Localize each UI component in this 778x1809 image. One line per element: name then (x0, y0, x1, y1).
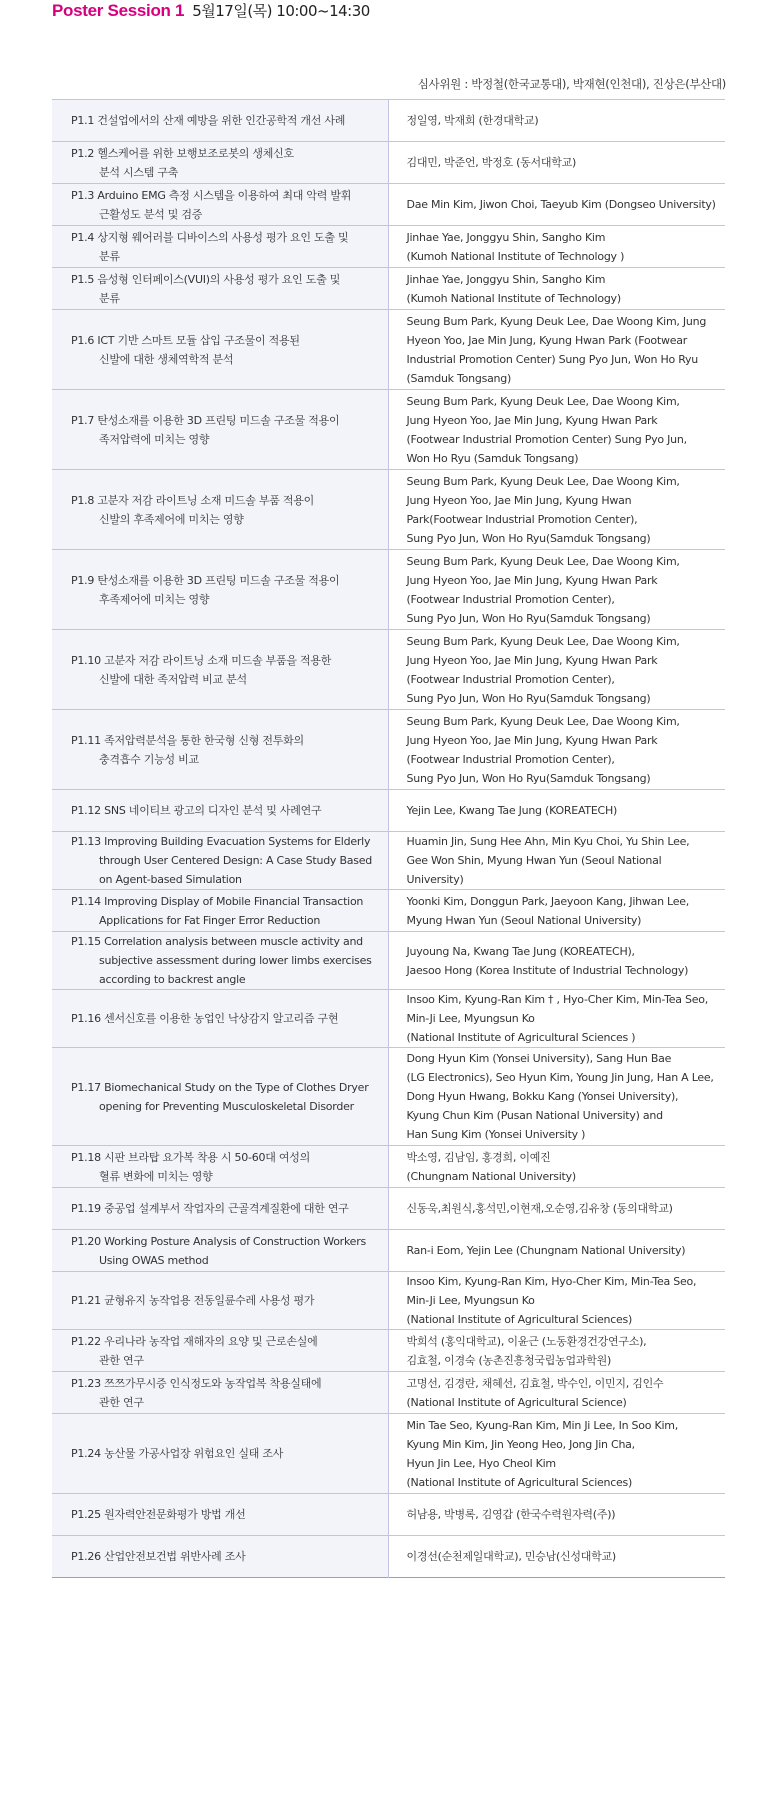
poster-title-cell (52, 226, 388, 268)
poster-title: P1.8 고분자 저감 라이트닝 소재 미드솔 부품 적용이 신발의 후족제어에 미치는 영향 (71, 493, 314, 526)
poster-authors: Min Tae Seo, Kyung-Ran Kim, Min Ji Lee, In Soo Kim, Kyung Min Kim, Jin Yeong Heo, Jong Jin Cha, Hyun Jin Lee, Hyo Cheol Kim (National Institute of Agricultural Sciences) (406, 1418, 678, 1489)
poster-title-cell (52, 1372, 388, 1414)
poster-title: P1.7 탄성소재를 이용한 3D 프린팅 미드솔 구조물 적용이 족저압력에 미치는 영향 (71, 413, 340, 446)
poster-authors: Huamin Jin, Sung Hee Ahn, Min Kyu Choi, Yu Shin Lee, Gee Won Shin, Myung Hwan Yun (Seoul National University) (406, 835, 690, 886)
table-row (52, 550, 725, 630)
poster-title-cell (52, 1048, 388, 1146)
poster-title: P1.21 균형유지 농작업용 전동일륜수레 사용성 평가 (71, 1294, 315, 1307)
poster-title-cell (52, 470, 388, 550)
table-row (52, 832, 725, 890)
poster-title-cell (52, 1188, 388, 1230)
poster-authors: 신동욱,최원식,홍석민,이현재,오순영,김유창 (동의대학교) (406, 1202, 673, 1215)
table-row (52, 1188, 725, 1230)
poster-authors: Jinhae Yae, Jonggyu Shin, Sangho Kim (Kumoh National Institute of Technology) (406, 272, 621, 305)
poster-title-cell (52, 1272, 388, 1330)
poster-title: P1.11 족저압력분석을 통한 한국형 신형 전투화의 충격흡수 기능성 비교 (71, 733, 304, 766)
poster-authors-cell (388, 184, 725, 226)
poster-authors-cell (388, 1146, 725, 1188)
poster-authors-cell (388, 1230, 725, 1272)
poster-title-cell (52, 142, 388, 184)
poster-title: P1.25 원자력안전문화평가 방법 개선 (71, 1508, 246, 1521)
poster-title: P1.12 SNS 네이티브 광고의 디자인 분석 및 사례연구 (71, 804, 322, 817)
poster-authors: Dae Min Kim, Jiwon Choi, Taeyub Kim (Dongseo University) (406, 198, 716, 211)
poster-authors: Jinhae Yae, Jonggyu Shin, Sangho Kim (Kumoh National Institute of Technology ) (406, 230, 625, 263)
poster-title-cell (52, 1330, 388, 1372)
poster-authors: 정일영, 박재희 (한경대학교) (406, 114, 539, 127)
session-header (52, 0, 370, 22)
table-row (52, 268, 725, 310)
table-row (52, 1536, 725, 1578)
poster-authors: Seung Bum Park, Kyung Deuk Lee, Dae Woong Kim, Jung Hyeon Yoo, Jae Min Jung, Kyung Hwan Park (Footwear Industrial Promotion Center), Sung Pyo Jun, Won Ho Ryu(Samduk Tongsang) (406, 634, 680, 705)
poster-authors-cell (388, 832, 725, 890)
poster-title-cell (52, 268, 388, 310)
poster-authors-cell (388, 550, 725, 630)
poster-authors: Yoonki Kim, Donggun Park, Jaeyoon Kang, Jihwan Lee, Myung Hwan Yun (Seoul National University) (406, 894, 690, 927)
poster-authors-cell (388, 1414, 725, 1494)
table-row (52, 1372, 725, 1414)
poster-title-cell (52, 390, 388, 470)
poster-title-cell (52, 550, 388, 630)
poster-title: P1.26 산업안전보건법 위반사례 조사 (71, 1550, 246, 1563)
poster-title-cell (52, 1230, 388, 1272)
table-row (52, 1048, 725, 1146)
poster-title-cell (52, 932, 388, 990)
poster-authors-cell (388, 630, 725, 710)
poster-authors: Seung Bum Park, Kyung Deuk Lee, Dae Woong Kim, Jung Hyeon Yoo, Jae Min Jung, Kyung Hwan Park (Footwear Industrial Promotion Center), Sung Pyo Jun, Won Ho Ryu(Samduk Tongsang) (406, 554, 680, 625)
poster-title: P1.22 우리나라 농작업 재해자의 요양 및 근로손실에 관한 연구 (71, 1334, 318, 1367)
poster-authors-cell (388, 1188, 725, 1230)
table-row (52, 142, 725, 184)
table-row (52, 790, 725, 832)
poster-authors-cell (388, 390, 725, 470)
table-row (52, 932, 725, 990)
poster-title: P1.5 음성형 인터페이스(VUI)의 사용성 평가 요인 도출 및 분류 (71, 272, 341, 305)
table-row (52, 390, 725, 470)
session-label: Poster Session 1 (52, 1, 185, 20)
table-row (52, 1494, 725, 1536)
poster-authors: Seung Bum Park, Kyung Deuk Lee, Dae Woong Kim, Jung Hyeon Yoo, Jae Min Jung, Kyung Hwan Park (Footwear Industrial Promotion Center), Sung Pyo Jun, Won Ho Ryu(Samduk Tongsang) (406, 714, 680, 785)
poster-authors-cell (388, 990, 725, 1048)
poster-title: P1.18 시판 브라탑 요가복 착용 시 50-60대 여성의 혈류 변화에 미치는 영향 (71, 1150, 310, 1183)
table-row (52, 890, 725, 932)
poster-authors: 허남용, 박병록, 김영갑 (한국수력원자력(주)) (406, 1508, 616, 1521)
table-row (52, 310, 725, 390)
poster-title: P1.15 Correlation analysis between muscle activity and subjective assessment during lower limbs exercises according to backrest angle (71, 935, 372, 986)
table-row (52, 1230, 725, 1272)
table-row (52, 710, 725, 790)
poster-authors-cell (388, 470, 725, 550)
poster-authors: 박소영, 김남임, 홍경희, 이예진 (Chungnam National University) (406, 1150, 576, 1183)
table-row (52, 470, 725, 550)
table-row (52, 1330, 725, 1372)
poster-title: P1.14 Improving Display of Mobile Financial Transaction Applications for Fat Finger Error Reduction (71, 894, 364, 927)
poster-authors: 김대민, 박준언, 박정호 (동서대학교) (406, 156, 577, 169)
table-row (52, 226, 725, 268)
poster-authors-cell (388, 1372, 725, 1414)
poster-authors: Seung Bum Park, Kyung Deuk Lee, Dae Woong Kim, Jung Hyeon Yoo, Jae Min Jung, Kyung Hwan Park (Footwear Industrial Promotion Center) Sung Pyo Jun, Won Ho Ryu (Samduk Tongsang) (406, 394, 687, 465)
poster-title: P1.17 Biomechanical Study on the Type of Clothes Dryer opening for Preventing Musculoskeletal Disorder (71, 1080, 369, 1113)
poster-title-cell (52, 100, 388, 142)
reviewers-line: 심사위원 : 박정철(한국교통대), 박재현(인천대), 진상은(부산대) (417, 77, 726, 91)
table-row (52, 100, 725, 142)
poster-authors: Seung Bum Park, Kyung Deuk Lee, Dae Woong Kim, Jung Hyeon Yoo, Jae Min Jung, Kyung Hwan Park (Footwear Industrial Promotion Center) Sung Pyo Jun, Won Ho Ryu (Samduk Tongsang) (406, 314, 707, 385)
poster-authors-cell (388, 1048, 725, 1146)
poster-authors: 고명선, 김경란, 채혜선, 김효철, 박수인, 이민지, 김인수 (National Institute of Agricultural Science) (406, 1376, 664, 1409)
poster-authors: Seung Bum Park, Kyung Deuk Lee, Dae Woong Kim, Jung Hyeon Yoo, Jae Min Jung, Kyung Hwan Park(Footwear Industrial Promotion Center), Sung Pyo Jun, Won Ho Ryu(Samduk Tongsang) (406, 474, 680, 545)
table-row (52, 184, 725, 226)
poster-title-cell (52, 790, 388, 832)
poster-title-cell (52, 990, 388, 1048)
poster-title: P1.1 건설업에서의 산재 예방을 위한 인간공학적 개선 사례 (71, 114, 346, 127)
poster-authors: Insoo Kim, Kyung-Ran Kim, Hyo-Cher Kim, Min-Tea Seo, Min-Ji Lee, Myungsun Ko (National Institute of Agricultural Sciences) (406, 1275, 697, 1326)
poster-authors: Dong Hyun Kim (Yonsei University), Sang Hun Bae (LG Electronics), Seo Hyun Kim, Young Jin Jung, Han A Lee, Dong Hyun Hwang, Bokku Kang (Yonsei University), Kyung Chun Kim (Pusan National University) and Han Sung Kim (Yonsei University ) (406, 1052, 714, 1141)
poster-authors-cell (388, 1494, 725, 1536)
poster-title: P1.23 쯔쯔가무시증 인식정도와 농작업복 착용실태에 관한 연구 (71, 1376, 322, 1409)
poster-title-cell (52, 1494, 388, 1536)
poster-title-cell (52, 1414, 388, 1494)
poster-authors: Juyoung Na, Kwang Tae Jung (KOREATECH), Jaesoo Hong (Korea Institute of Industrial Technology) (406, 944, 689, 977)
poster-authors: Yejin Lee, Kwang Tae Jung (KOREATECH) (406, 804, 618, 817)
poster-title-cell (52, 630, 388, 710)
poster-authors-cell (388, 226, 725, 268)
poster-title-cell (52, 310, 388, 390)
poster-title: P1.3 Arduino EMG 측정 시스템을 이용하여 최대 악력 발휘 근활성도 분석 및 검증 (71, 188, 352, 221)
poster-session-table (52, 99, 725, 1578)
poster-title: P1.9 탄성소재를 이용한 3D 프린팅 미드솔 구조물 적용이 후족제어에 미치는 영향 (71, 573, 340, 606)
table-row (52, 630, 725, 710)
poster-title: P1.13 Improving Building Evacuation Systems for Elderly through User Centered Design: A Case Study Based on Agent-based Simulation (71, 835, 372, 886)
poster-authors-cell (388, 790, 725, 832)
table-row (52, 990, 725, 1048)
poster-authors-cell (388, 142, 725, 184)
poster-title-cell (52, 832, 388, 890)
poster-authors: Insoo Kim, Kyung-Ran Kim † , Hyo-Cher Kim, Min-Tea Seo, Min-Ji Lee, Myungsun Ko (National Institute of Agricultural Sciences ) (406, 993, 708, 1044)
poster-title-cell (52, 184, 388, 226)
poster-authors-cell (388, 1536, 725, 1578)
poster-authors-cell (388, 1272, 725, 1330)
poster-authors-cell (388, 890, 725, 932)
poster-title: P1.4 상지형 웨어러블 디바이스의 사용성 평가 요인 도출 및 분류 (71, 230, 349, 263)
poster-title: P1.16 센서신호를 이용한 농업인 낙상감지 알고리즘 구현 (71, 1012, 339, 1025)
table-row (52, 1146, 725, 1188)
poster-title: P1.24 농산물 가공사업장 위험요인 실태 조사 (71, 1447, 284, 1460)
poster-title-cell (52, 710, 388, 790)
poster-authors-cell (388, 1330, 725, 1372)
poster-title: P1.2 헬스케어를 위한 보행보조로봇의 생체신호 분석 시스템 구축 (71, 146, 294, 179)
poster-title-cell (52, 1146, 388, 1188)
poster-title: P1.20 Working Posture Analysis of Construction Workers Using OWAS method (71, 1234, 366, 1267)
table-row (52, 1272, 725, 1330)
table-row (52, 1414, 725, 1494)
poster-authors-cell (388, 100, 725, 142)
poster-authors: 박희석 (홍익대학교), 이윤근 (노동환경건강연구소), 김효철, 이경숙 (농촌진흥청국립농업과학원) (406, 1334, 647, 1367)
poster-title-cell (52, 890, 388, 932)
poster-authors-cell (388, 710, 725, 790)
poster-title-cell (52, 1536, 388, 1578)
poster-authors-cell (388, 310, 725, 390)
poster-title: P1.10 고분자 저감 라이트닝 소재 미드솔 부품을 적용한 신발에 대한 족저압력 비교 분석 (71, 653, 332, 686)
session-time: 5월17일(목) 10:00~14:30 (192, 2, 370, 20)
poster-title: P1.6 ICT 기반 스마트 모듈 삽입 구조물이 적용된 신발에 대한 생체역학적 분석 (71, 333, 300, 366)
poster-authors: 이경선(순천제일대학교), 민승남(신성대학교) (406, 1550, 616, 1563)
poster-title: P1.19 중공업 설계부서 작업자의 근골격계질환에 대한 연구 (71, 1202, 349, 1215)
poster-authors-cell (388, 932, 725, 990)
poster-authors-cell (388, 268, 725, 310)
poster-authors: Ran-i Eom, Yejin Lee (Chungnam National University) (406, 1244, 686, 1257)
